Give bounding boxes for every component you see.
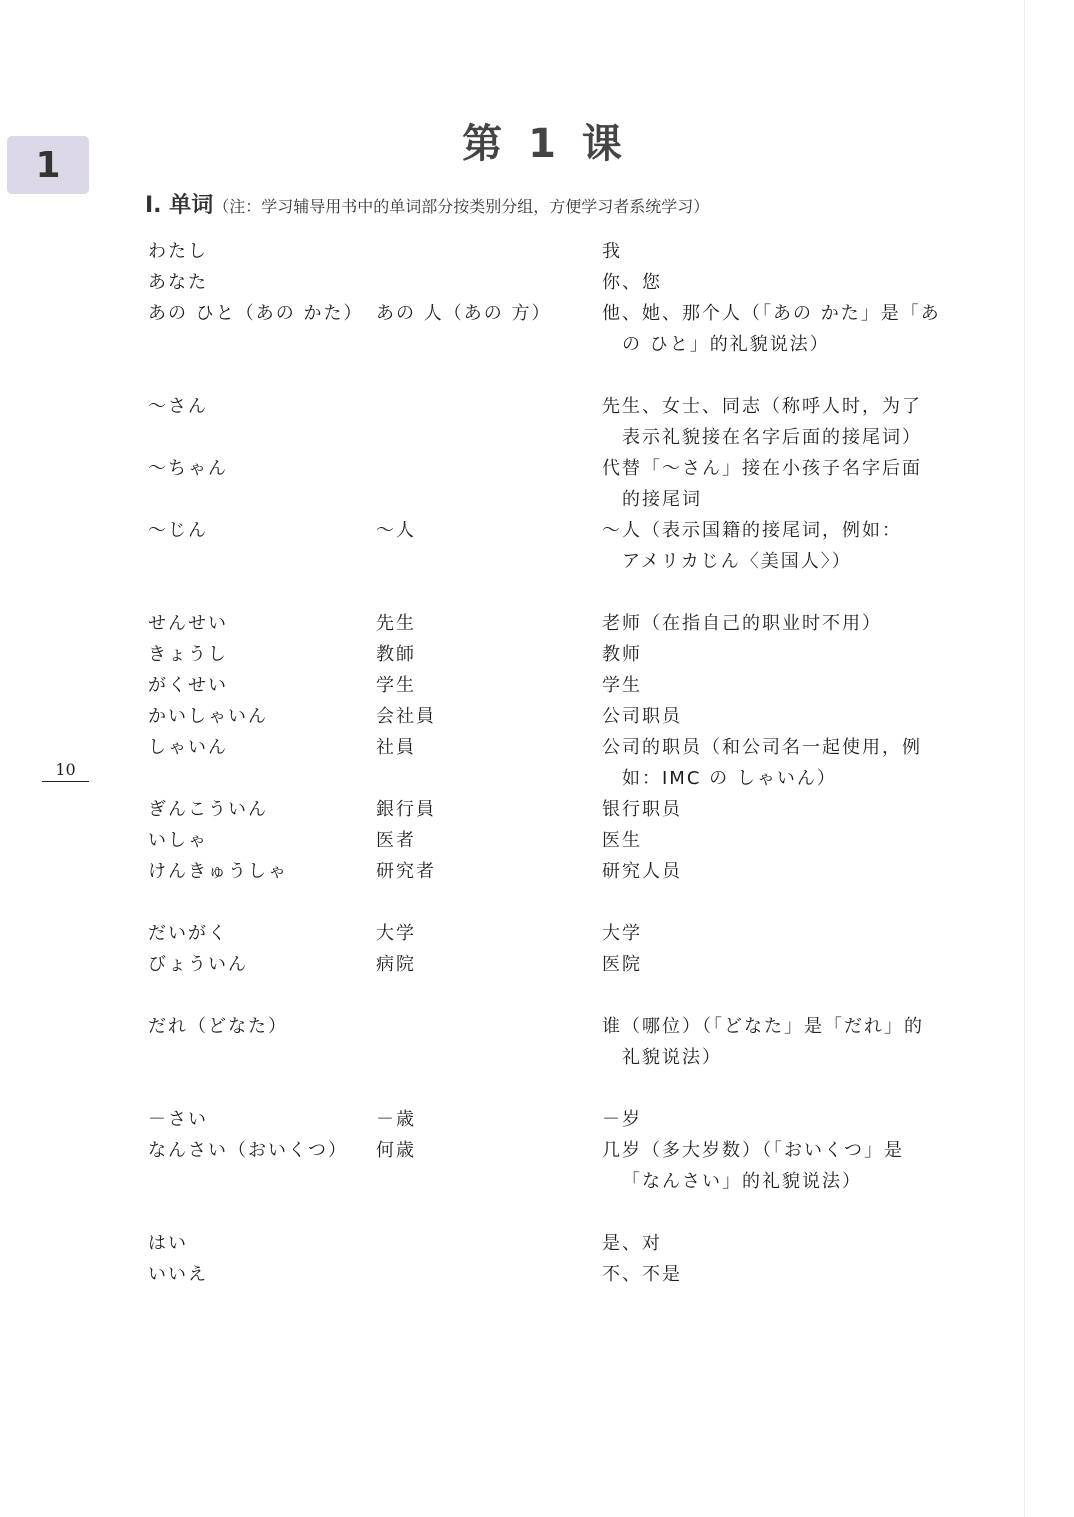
vocab-meaning: 银行职员 [602,799,682,820]
vocab-meaning: 代替「～さん」接在小孩子名字后面 的接尾词 [602,458,922,510]
vocab-kana: しゃいん [148,737,228,758]
vocab-meaning: 不、不是 [602,1264,682,1285]
chapter-tab-number: 1 [35,144,61,186]
vocab-kanji: あの 人（あの 方） [376,303,552,324]
section-header [145,188,709,219]
vocab-kana: だれ（どなた） [148,1016,288,1037]
vocab-meaning: 学生 [602,675,642,696]
lesson-title: 第 1 课 [462,121,628,167]
vocab-kana: ～じん [148,520,208,541]
vocab-meaning: 公司的职员（和公司名一起使用，例 如：IMC の しゃいん） [602,737,922,789]
vocab-meaning: 是、对 [602,1233,662,1254]
vocab-kana: あなた [148,272,208,293]
vocab-kana: きょうし [148,644,228,665]
vocab-kanji: 教師 [376,644,416,665]
vocab-kana: ～ちゃん [148,458,228,479]
vocab-kana: はい [148,1233,188,1254]
vocab-kanji: 社員 [376,737,416,758]
vocab-kana: がくせい [148,675,228,696]
vocab-kanji: 医者 [376,830,416,851]
vocab-kana: かいしゃいん [148,706,268,727]
vocab-kana: いいえ [148,1264,208,1285]
vocab-meaning: 大学 [602,923,642,944]
vocab-meaning: 研究人员 [602,861,682,882]
section-heading: I. 单词 [145,193,214,218]
vocab-meaning: 公司职员 [602,706,682,727]
vocab-kanji: 研究者 [376,861,436,882]
vocab-meaning: 谁（哪位）（「どなた」是「だれ」的 礼貌说法） [602,1016,924,1068]
page-number: 10 [42,760,89,782]
vocab-kana: せんせい [148,613,228,634]
vocab-kanji: －歳 [376,1109,416,1130]
vocab-kanji: 銀行員 [376,799,436,820]
vocab-kanji: ～人 [376,520,416,541]
vocab-kana: わたし [148,241,208,262]
vocab-kana: ～さん [148,396,208,417]
vocab-meaning: 医院 [602,954,642,975]
vocab-meaning: 几岁（多大岁数）（「おいくつ」是 「なんさい」的礼貌说法） [602,1140,904,1192]
vocab-kana: だいがく [148,923,228,944]
vocab-kana: なんさい（おいくつ） [148,1140,348,1161]
vocab-meaning: 医生 [602,830,642,851]
vocab-kana: けんきゅうしゃ [148,861,288,882]
section-note: （注：学习辅导用书中的单词部分按类别分组，方便学习者系统学习） [213,197,710,216]
vocab-meaning: ～人（表示国籍的接尾词，例如： アメリカじん〈美国人〉） [602,520,902,572]
vocab-kanji: 先生 [376,613,416,634]
vocab-kana: あの ひと（あの かた） [148,303,364,324]
vocab-meaning: 老师（在指自己的职业时不用） [602,613,882,634]
vocab-kanji: 病院 [376,954,416,975]
vocab-meaning: 先生、女士、同志（称呼人时，为了 表示礼貌接在名字后面的接尾词） [602,396,922,448]
vocab-kana: ぎんこういん [148,799,268,820]
vocab-kana: びょういん [148,954,248,975]
vocab-kanji: 会社員 [376,706,436,727]
vocab-kana: －さい [148,1109,208,1130]
vocab-meaning: 我 [602,241,622,262]
page-edge-line [1024,0,1025,1517]
vocab-kanji: 学生 [376,675,416,696]
vocab-meaning: －岁 [602,1109,642,1130]
vocab-meaning: 教师 [602,644,642,665]
vocab-kana: いしゃ [148,830,208,851]
vocab-kanji: 何歳 [376,1140,416,1161]
vocab-meaning: 你、您 [602,272,662,293]
vocab-meaning: 他、她、那个人（「あの かた」是「あ の ひと」的礼貌说法） [602,303,941,355]
vocab-kanji: 大学 [376,923,416,944]
